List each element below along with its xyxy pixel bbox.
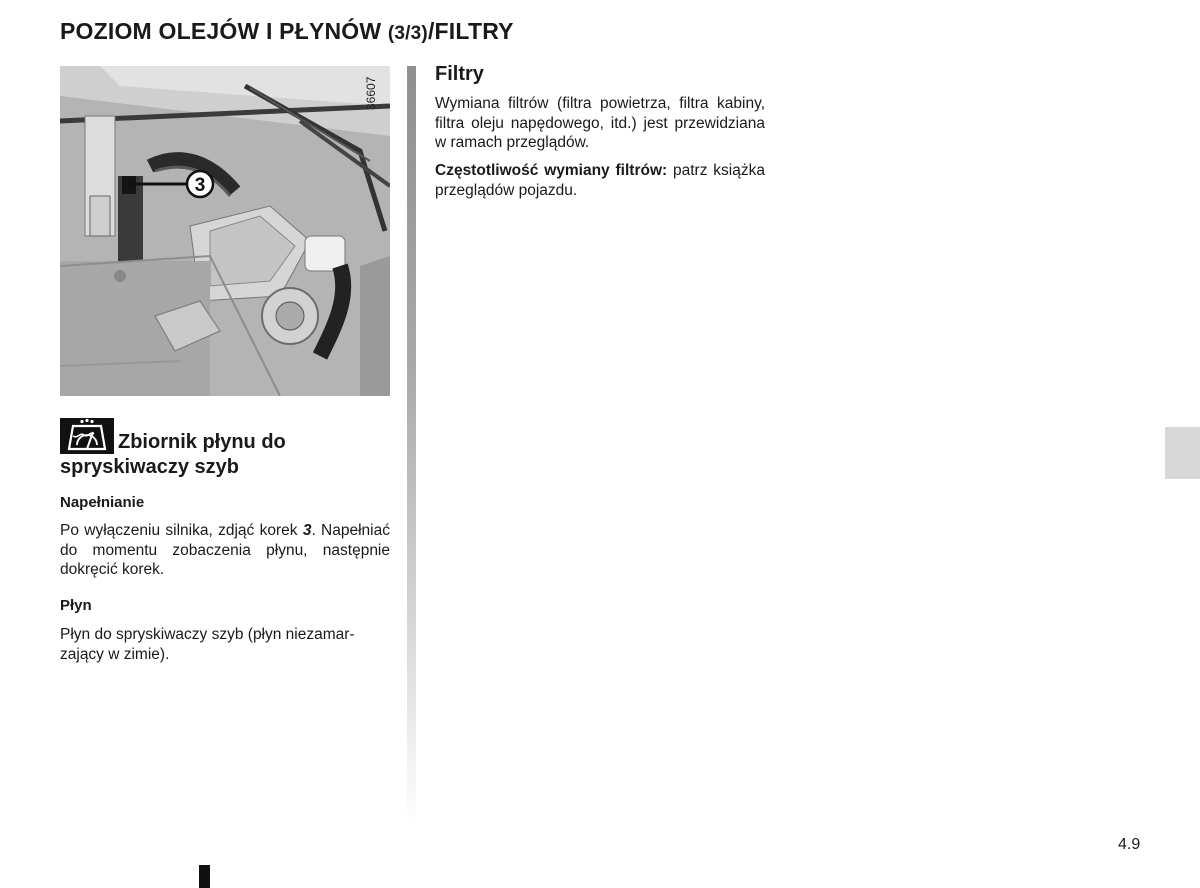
chapter-tab (1165, 427, 1200, 479)
filters-paragraph: Wymiana filtrów (filtra powietrza, filtra kabiny, filtra oleju napędowego, itd.) jest przewidziana w ramach przeglądów. (435, 95, 765, 151)
washer-fluid-icon (60, 418, 114, 454)
engine-bay-photo (60, 66, 390, 396)
subheading-fluid: Płyn (60, 597, 92, 614)
page-title-main: POZIOM OLEJÓW I PŁYNÓW (60, 18, 388, 44)
page-title (60, 18, 514, 45)
filters-frequency-paragraph (435, 161, 765, 200)
figure-code: 36607 (364, 76, 378, 110)
filters-heading: Filtry (435, 63, 484, 85)
paragraph-fluid: Płyn do spryskiwaczy szyb (płyn niezamar-zający w zimie). (60, 626, 355, 663)
washer-section-title: Zbiornik płynu do spryskiwaczy szyb (60, 431, 286, 478)
filling-callout-ref: 3 (302, 522, 312, 539)
engine-bay-illustration (60, 66, 390, 396)
page-title-tail: /FILTRY (427, 18, 514, 44)
filling-text-before: Po wyłączeniu silnika, zdjąć korek (60, 522, 303, 539)
photo-callout-3: 3 (194, 175, 206, 196)
page-number: 4.9 (1118, 836, 1141, 853)
column-divider (407, 66, 416, 826)
paragraph-filling (60, 521, 390, 580)
page-title-part: (3/3) (387, 23, 428, 44)
filters-frequency-label: Częstotliwość wymiany filtrów: (435, 162, 668, 179)
crop-mark (199, 865, 210, 888)
washer-section-heading (60, 418, 390, 480)
filling-text-after: . Napełniać do momentu zobaczenia płynu, następnie dokręcić korek. (60, 522, 390, 578)
filters-frequency-text: patrz książka przeglądów pojazdu. (435, 162, 765, 199)
subheading-filling: Napełnianie (60, 494, 145, 511)
